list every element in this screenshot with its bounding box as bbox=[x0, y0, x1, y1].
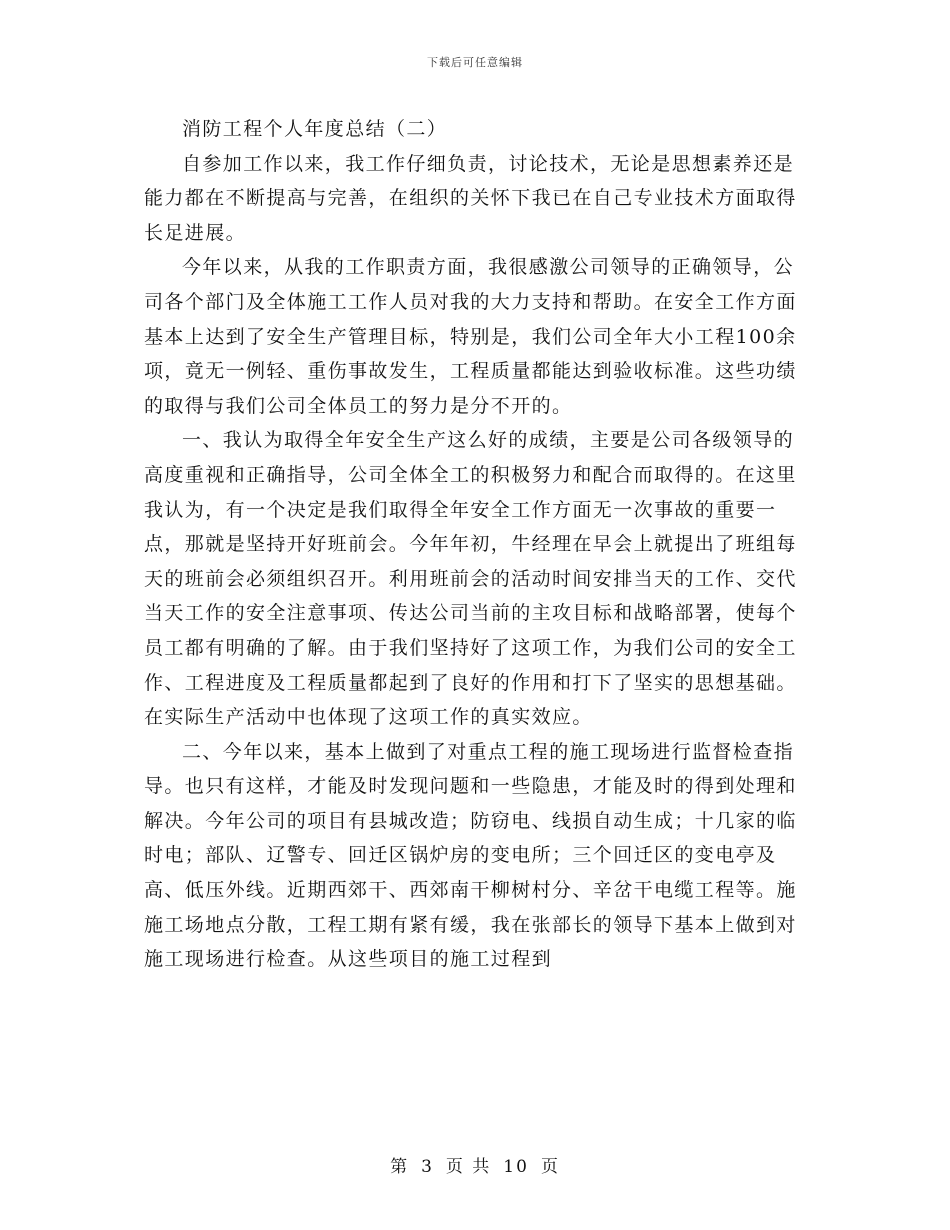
footer-suffix: 页 bbox=[540, 1157, 560, 1177]
page-header: 下载后可任意编辑 bbox=[427, 56, 523, 69]
page-footer bbox=[0, 1152, 950, 1177]
page-number: 3 bbox=[421, 1157, 434, 1177]
footer-middle: 页 共 bbox=[445, 1157, 492, 1177]
paragraph-point-two: 二、今年以来，基本上做到了对重点工程的施工现场进行监督检查指导。也只有这样，才能及时发现问题和一些隐患，才能及时的得到处理和解决。今年公司的项目有县城改造；防窃电、线损自动生成；十几家的临时电；部队、辽警专、回迁区锅炉房的变电所；三个回迁区的变电亭及高、低压外线。近期西郊干、西郊南干柳树村分、辛岔干电缆工程等。施施工场地点分散，工程工期有紧有缓，我在张部长的领导下基本上做到对施工现场进行检查。从这些项目的施工过程到 bbox=[144, 740, 797, 971]
document-title: 消防工程个人年度总结（二） bbox=[182, 118, 448, 140]
paragraph-this-year: 今年以来，从我的工作职责方面，我很感激公司领导的正确领导，公司各个部门及全体施工工作人员对我的大力支持和帮助。在安全工作方面基本上达到了安全生产管理目标，特别是，我们公司全年大小工程100余项，竟无一例轻、重伤事故发生，工程质量都能达到验收标准。这些功绩的取得与我们公司全体员工的努力是分不开的。 bbox=[144, 256, 797, 417]
document-body bbox=[144, 112, 804, 977]
paragraph-intro: 自参加工作以来，我工作仔细负责，讨论技术，无论是思想素养还是能力都在不断提高与完善，在组织的关怀下我已在自己专业技术方面取得长足进展。 bbox=[144, 152, 797, 244]
page-total: 10 bbox=[503, 1157, 529, 1177]
footer-prefix: 第 bbox=[390, 1157, 410, 1177]
paragraph-point-one: 一、我认为取得全年安全生产这么好的成绩，主要是公司各级领导的高度重视和正确指导，公司全体全工的积极努力和配合而取得的。在这里我认为，有一个决定是我们取得全年安全工作方面无一次事故的重要一点，那就是坚持开好班前会。今年年初，牛经理在早会上就提出了班组每天的班前会必须组织召开。利用班前会的活动时间安排当天的工作、交代当天工作的安全注意事项、传达公司当前的主攻目标和战略部署，使每个员工都有明确的了解。由于我们坚持好了这项工作，为我们公司的安全工作、工程进度及工程质量都起到了良好的作用和打下了坚实的思想基础。在实际生产活动中也体现了这项工作的真实效应。 bbox=[144, 429, 797, 729]
